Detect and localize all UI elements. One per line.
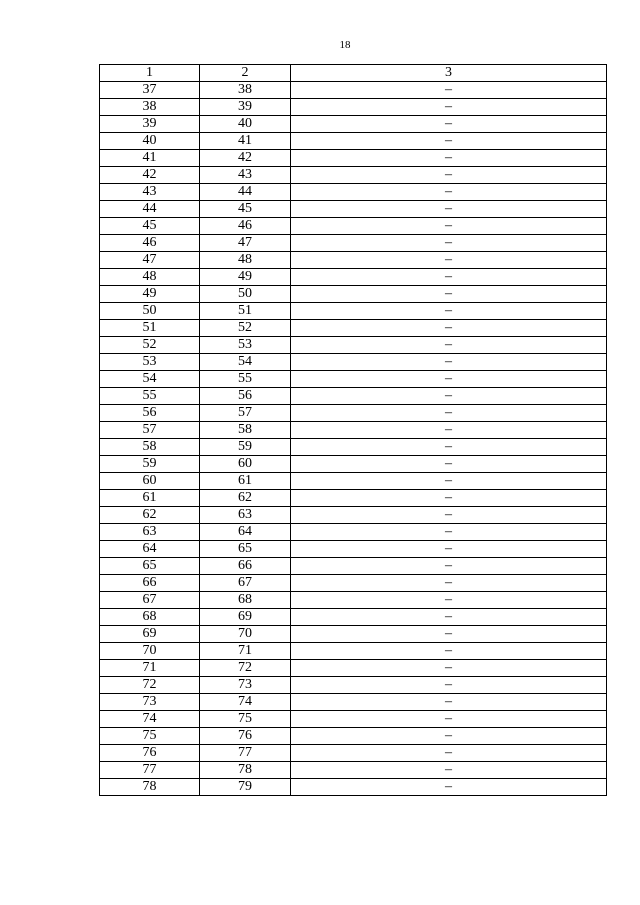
table-cell: 62 bbox=[100, 507, 200, 524]
table-cell: 75 bbox=[200, 711, 291, 728]
table-row bbox=[100, 626, 607, 643]
table-cell: 68 bbox=[200, 592, 291, 609]
table-cell: 69 bbox=[200, 609, 291, 626]
table-cell: – bbox=[291, 779, 607, 796]
table-row bbox=[100, 711, 607, 728]
table-cell: – bbox=[291, 167, 607, 184]
table-cell: – bbox=[291, 286, 607, 303]
table-cell: – bbox=[291, 320, 607, 337]
table-cell: 78 bbox=[200, 762, 291, 779]
table-cell: – bbox=[291, 473, 607, 490]
table-row bbox=[100, 660, 607, 677]
table-cell: 77 bbox=[100, 762, 200, 779]
table-row bbox=[100, 235, 607, 252]
table-row bbox=[100, 422, 607, 439]
table-row bbox=[100, 150, 607, 167]
table-row bbox=[100, 184, 607, 201]
table-cell: 66 bbox=[200, 558, 291, 575]
table-cell: – bbox=[291, 439, 607, 456]
column-header: 2 bbox=[200, 65, 291, 82]
table-cell: 77 bbox=[200, 745, 291, 762]
table-cell: – bbox=[291, 82, 607, 99]
table-cell: 58 bbox=[100, 439, 200, 456]
table-cell: 40 bbox=[100, 133, 200, 150]
table-cell: 58 bbox=[200, 422, 291, 439]
table-cell: 54 bbox=[200, 354, 291, 371]
table-cell: 61 bbox=[100, 490, 200, 507]
table-cell: – bbox=[291, 524, 607, 541]
table-cell: 41 bbox=[100, 150, 200, 167]
table-row bbox=[100, 405, 607, 422]
table-cell: 79 bbox=[200, 779, 291, 796]
table-cell: 63 bbox=[200, 507, 291, 524]
table-cell: 37 bbox=[100, 82, 200, 99]
table-cell: 65 bbox=[100, 558, 200, 575]
table-cell: 76 bbox=[200, 728, 291, 745]
table-cell: 57 bbox=[200, 405, 291, 422]
table-cell: 67 bbox=[100, 592, 200, 609]
table-cell: – bbox=[291, 541, 607, 558]
table-cell: – bbox=[291, 269, 607, 286]
table-row bbox=[100, 371, 607, 388]
table-cell: 49 bbox=[200, 269, 291, 286]
table-cell: 53 bbox=[100, 354, 200, 371]
table-cell: – bbox=[291, 575, 607, 592]
table-cell: – bbox=[291, 507, 607, 524]
table-cell: 46 bbox=[200, 218, 291, 235]
table-cell: 64 bbox=[200, 524, 291, 541]
table-cell: – bbox=[291, 184, 607, 201]
table-cell: 38 bbox=[200, 82, 291, 99]
table-cell: 75 bbox=[100, 728, 200, 745]
table-cell: – bbox=[291, 609, 607, 626]
table-row bbox=[100, 82, 607, 99]
table-row bbox=[100, 167, 607, 184]
table-cell: – bbox=[291, 371, 607, 388]
table-cell: – bbox=[291, 150, 607, 167]
table-cell: 74 bbox=[200, 694, 291, 711]
table-cell: 38 bbox=[100, 99, 200, 116]
table-cell: 48 bbox=[100, 269, 200, 286]
table-cell: 42 bbox=[200, 150, 291, 167]
table-cell: 60 bbox=[100, 473, 200, 490]
table-row bbox=[100, 337, 607, 354]
table-row bbox=[100, 473, 607, 490]
column-header: 3 bbox=[291, 65, 607, 82]
data-table bbox=[99, 64, 607, 796]
table-cell: 65 bbox=[200, 541, 291, 558]
table-cell: – bbox=[291, 133, 607, 150]
table-cell: – bbox=[291, 456, 607, 473]
table-cell: 53 bbox=[200, 337, 291, 354]
table-cell: 43 bbox=[200, 167, 291, 184]
table-row bbox=[100, 762, 607, 779]
table-cell: 50 bbox=[200, 286, 291, 303]
table-row bbox=[100, 388, 607, 405]
table-row bbox=[100, 524, 607, 541]
table-cell: 52 bbox=[200, 320, 291, 337]
table-cell: – bbox=[291, 354, 607, 371]
table-cell: 76 bbox=[100, 745, 200, 762]
table-cell: – bbox=[291, 592, 607, 609]
table-cell: 44 bbox=[200, 184, 291, 201]
table-cell: – bbox=[291, 116, 607, 133]
table-row bbox=[100, 252, 607, 269]
table-cell: 49 bbox=[100, 286, 200, 303]
table-cell: 42 bbox=[100, 167, 200, 184]
table-cell: 61 bbox=[200, 473, 291, 490]
table-cell: – bbox=[291, 201, 607, 218]
table-row bbox=[100, 677, 607, 694]
table-cell: 45 bbox=[100, 218, 200, 235]
table-cell: – bbox=[291, 711, 607, 728]
table-cell: – bbox=[291, 490, 607, 507]
table-cell: 68 bbox=[100, 609, 200, 626]
table-cell: 55 bbox=[100, 388, 200, 405]
table-cell: 39 bbox=[200, 99, 291, 116]
table-cell: 52 bbox=[100, 337, 200, 354]
table-cell: 63 bbox=[100, 524, 200, 541]
table-cell: 48 bbox=[200, 252, 291, 269]
table-row bbox=[100, 133, 607, 150]
table-cell: 60 bbox=[200, 456, 291, 473]
table-cell: 71 bbox=[200, 643, 291, 660]
table-cell: 51 bbox=[200, 303, 291, 320]
table-row bbox=[100, 286, 607, 303]
table-cell: – bbox=[291, 388, 607, 405]
table-row bbox=[100, 456, 607, 473]
table-cell: – bbox=[291, 626, 607, 643]
table-cell: – bbox=[291, 728, 607, 745]
table-body bbox=[100, 82, 607, 796]
table-cell: – bbox=[291, 422, 607, 439]
table-cell: – bbox=[291, 694, 607, 711]
table-cell: 71 bbox=[100, 660, 200, 677]
table-cell: 62 bbox=[200, 490, 291, 507]
table-cell: 70 bbox=[100, 643, 200, 660]
table-cell: 73 bbox=[100, 694, 200, 711]
table-cell: 56 bbox=[100, 405, 200, 422]
table-cell: – bbox=[291, 218, 607, 235]
table-row bbox=[100, 541, 607, 558]
table-cell: 66 bbox=[100, 575, 200, 592]
table-row bbox=[100, 490, 607, 507]
column-header: 1 bbox=[100, 65, 200, 82]
table-row bbox=[100, 728, 607, 745]
table-row bbox=[100, 354, 607, 371]
table-row bbox=[100, 609, 607, 626]
table-cell: 51 bbox=[100, 320, 200, 337]
table-header-row bbox=[100, 65, 607, 82]
table-cell: – bbox=[291, 337, 607, 354]
page-number: 18 bbox=[339, 39, 351, 51]
table-cell: 73 bbox=[200, 677, 291, 694]
table-cell: 70 bbox=[200, 626, 291, 643]
table-cell: 67 bbox=[200, 575, 291, 592]
table-cell: – bbox=[291, 252, 607, 269]
table-row bbox=[100, 303, 607, 320]
table-cell: 50 bbox=[100, 303, 200, 320]
table-cell: 56 bbox=[200, 388, 291, 405]
table-cell: 43 bbox=[100, 184, 200, 201]
table-cell: – bbox=[291, 745, 607, 762]
table-cell: – bbox=[291, 235, 607, 252]
table-cell: 69 bbox=[100, 626, 200, 643]
table-cell: 59 bbox=[100, 456, 200, 473]
table-cell: 45 bbox=[200, 201, 291, 218]
table-row bbox=[100, 558, 607, 575]
table-cell: 46 bbox=[100, 235, 200, 252]
table-row bbox=[100, 99, 607, 116]
table-row bbox=[100, 269, 607, 286]
table-cell: – bbox=[291, 677, 607, 694]
table-cell: 72 bbox=[200, 660, 291, 677]
table-row bbox=[100, 779, 607, 796]
table-cell: 55 bbox=[200, 371, 291, 388]
table-cell: – bbox=[291, 660, 607, 677]
table-cell: 72 bbox=[100, 677, 200, 694]
table-cell: – bbox=[291, 303, 607, 320]
table-row bbox=[100, 201, 607, 218]
table-row bbox=[100, 745, 607, 762]
table-row bbox=[100, 218, 607, 235]
table-row bbox=[100, 592, 607, 609]
table-row bbox=[100, 439, 607, 456]
table-cell: 39 bbox=[100, 116, 200, 133]
table-cell: – bbox=[291, 405, 607, 422]
table-cell: – bbox=[291, 558, 607, 575]
table-cell: – bbox=[291, 643, 607, 660]
table-cell: 44 bbox=[100, 201, 200, 218]
table-cell: 40 bbox=[200, 116, 291, 133]
table-cell: 47 bbox=[100, 252, 200, 269]
table-cell: 57 bbox=[100, 422, 200, 439]
table-cell: 78 bbox=[100, 779, 200, 796]
table-row bbox=[100, 694, 607, 711]
table-cell: – bbox=[291, 99, 607, 116]
table-cell: – bbox=[291, 762, 607, 779]
table-cell: 41 bbox=[200, 133, 291, 150]
table-cell: 54 bbox=[100, 371, 200, 388]
table-row bbox=[100, 116, 607, 133]
table-cell: 47 bbox=[200, 235, 291, 252]
table-row bbox=[100, 575, 607, 592]
table-row bbox=[100, 507, 607, 524]
table-row bbox=[100, 643, 607, 660]
table-row bbox=[100, 320, 607, 337]
table-cell: 74 bbox=[100, 711, 200, 728]
table-cell: 64 bbox=[100, 541, 200, 558]
table-cell: 59 bbox=[200, 439, 291, 456]
